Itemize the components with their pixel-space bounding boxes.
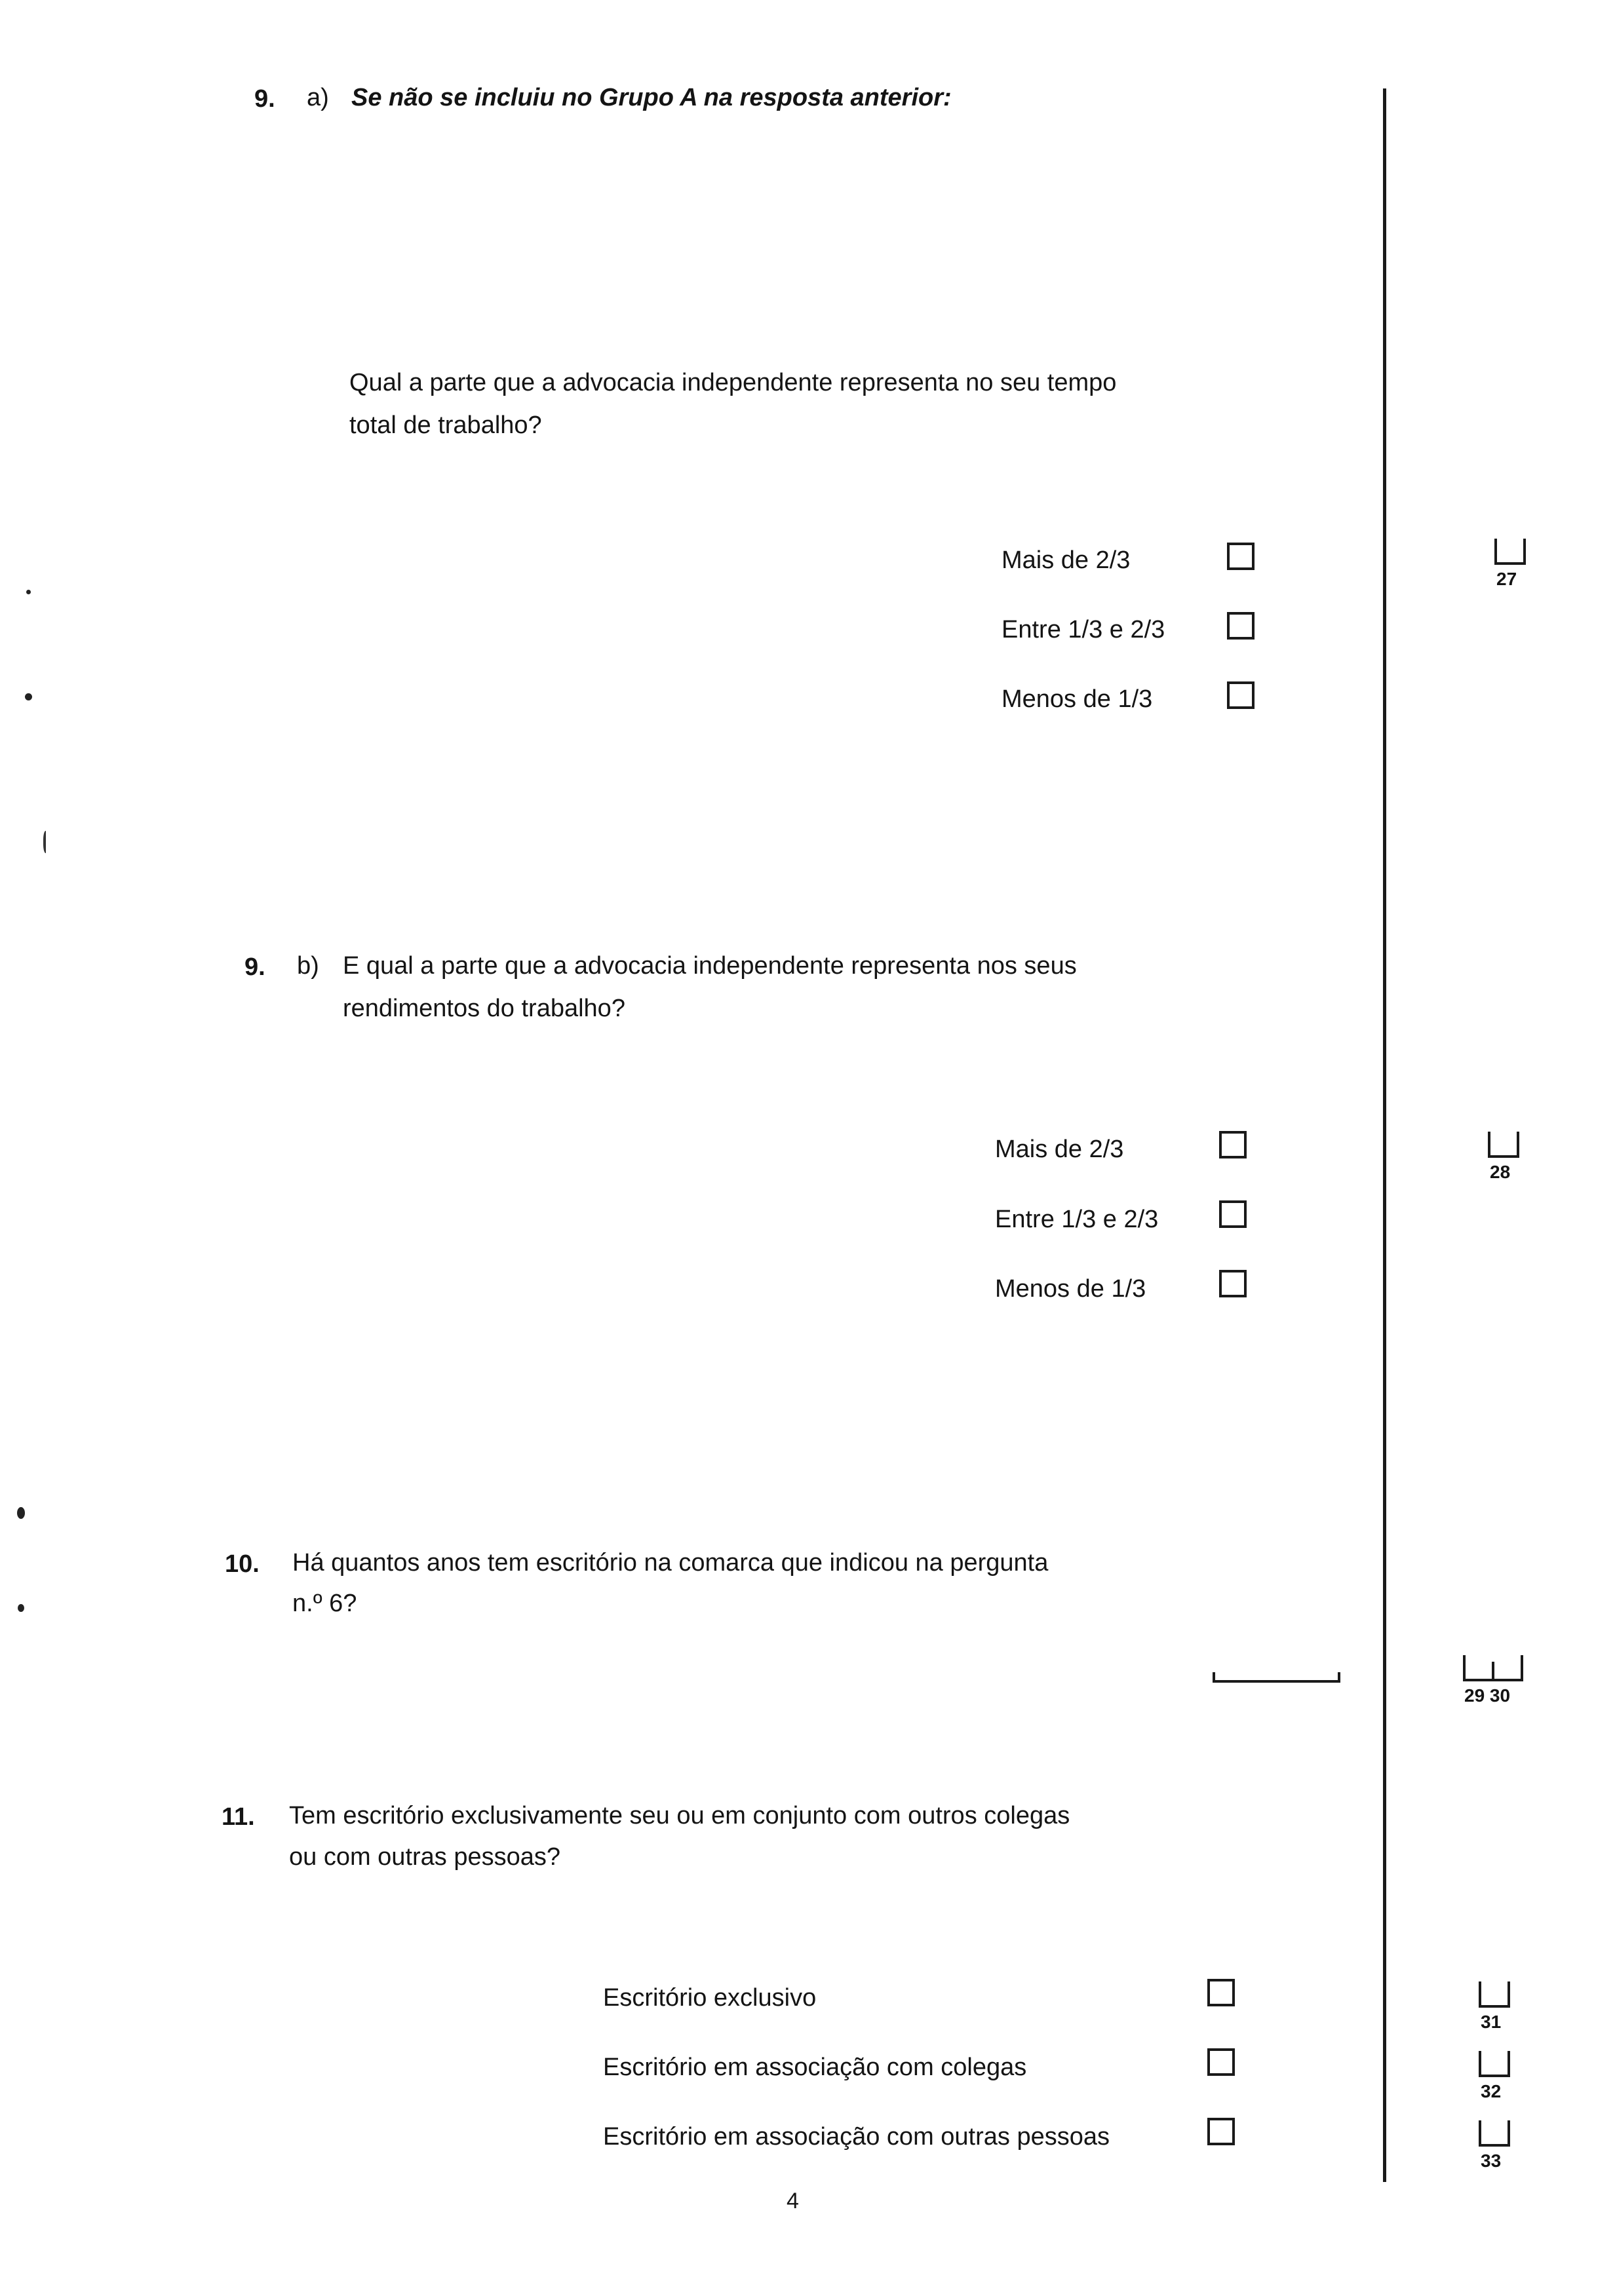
q10-question-line2: n.º 6? (292, 1590, 357, 1617)
q9b-code-cell[interactable] (1488, 1132, 1519, 1158)
q11-option-1: Escritório exclusivo (603, 1984, 817, 2012)
q11-option-3: Escritório em associação com outras pessoas (603, 2123, 1110, 2151)
scan-speck (26, 590, 31, 594)
q11-question-line1: Tem escritório exclusivamente seu ou em conjunto com outros colegas (289, 1802, 1070, 1829)
q10-question-line1: Há quantos anos tem escritório na comarca que indicou na pergunta (292, 1549, 1049, 1577)
q9a-checkbox-2[interactable] (1227, 612, 1255, 640)
q9b-letter: b) (297, 952, 319, 980)
q9b-question-line2: rendimentos do trabalho? (343, 995, 625, 1022)
q11-code-cell-3[interactable] (1479, 2120, 1510, 2147)
q9b-number: 9. (244, 953, 265, 981)
q9b-checkbox-2[interactable] (1219, 1200, 1247, 1228)
q9a-checkbox-1[interactable] (1227, 543, 1255, 570)
q10-code-cell-divider (1492, 1662, 1494, 1681)
q10-answer-field[interactable] (1213, 1672, 1340, 1683)
q10-number: 10. (225, 1550, 260, 1578)
q9b-code-number: 28 (1490, 1162, 1511, 1182)
q10-code-numbers: 29 30 (1464, 1685, 1511, 1706)
q9a-option-2: Entre 1/3 e 2/3 (1002, 616, 1165, 643)
q9b-option-1: Mais de 2/3 (995, 1136, 1124, 1163)
q9b-question-line1: E qual a parte que a advocacia independente representa nos seus (343, 952, 1077, 980)
q9b-option-3: Menos de 1/3 (995, 1275, 1146, 1303)
q9b-option-2: Entre 1/3 e 2/3 (995, 1206, 1159, 1233)
q11-code-number-2: 32 (1481, 2081, 1502, 2101)
q11-checkbox-2[interactable] (1207, 2048, 1235, 2076)
coding-column-divider (1383, 88, 1386, 2182)
q11-code-number-1: 31 (1481, 2012, 1502, 2032)
q9a-question-line1: Qual a parte que a advocacia independente representa no seu tempo (349, 369, 1117, 396)
q9a-number: 9. (254, 85, 275, 113)
q11-question-line2: ou com outras pessoas? (289, 1843, 561, 1871)
q9b-checkbox-1[interactable] (1219, 1131, 1247, 1158)
q11-checkbox-3[interactable] (1207, 2118, 1235, 2145)
scan-speck (25, 693, 32, 700)
q9a-letter: a) (307, 84, 329, 111)
q9a-option-1: Mais de 2/3 (1002, 546, 1131, 574)
q11-option-2: Escritório em associação com colegas (603, 2054, 1027, 2081)
q9a-heading: Se não se incluiu no Grupo A na resposta anterior: (351, 84, 952, 111)
q9a-option-3: Menos de 1/3 (1002, 685, 1153, 713)
q11-number: 11. (222, 1803, 255, 1831)
scan-speck (18, 1604, 24, 1612)
q9a-code-number: 27 (1496, 569, 1517, 589)
q11-checkbox-1[interactable] (1207, 1979, 1235, 2006)
q11-code-cell-2[interactable] (1479, 2051, 1510, 2077)
q9b-checkbox-3[interactable] (1219, 1270, 1247, 1297)
q11-code-number-3: 33 (1481, 2151, 1502, 2171)
scan-speck (43, 831, 49, 853)
q9a-question-line2: total de trabalho? (349, 411, 542, 439)
q9a-code-cell[interactable] (1494, 539, 1526, 565)
q11-code-cell-1[interactable] (1479, 1981, 1510, 2008)
scan-speck (17, 1507, 25, 1519)
page-number: 4 (787, 2189, 799, 2213)
q9a-checkbox-3[interactable] (1227, 681, 1255, 709)
